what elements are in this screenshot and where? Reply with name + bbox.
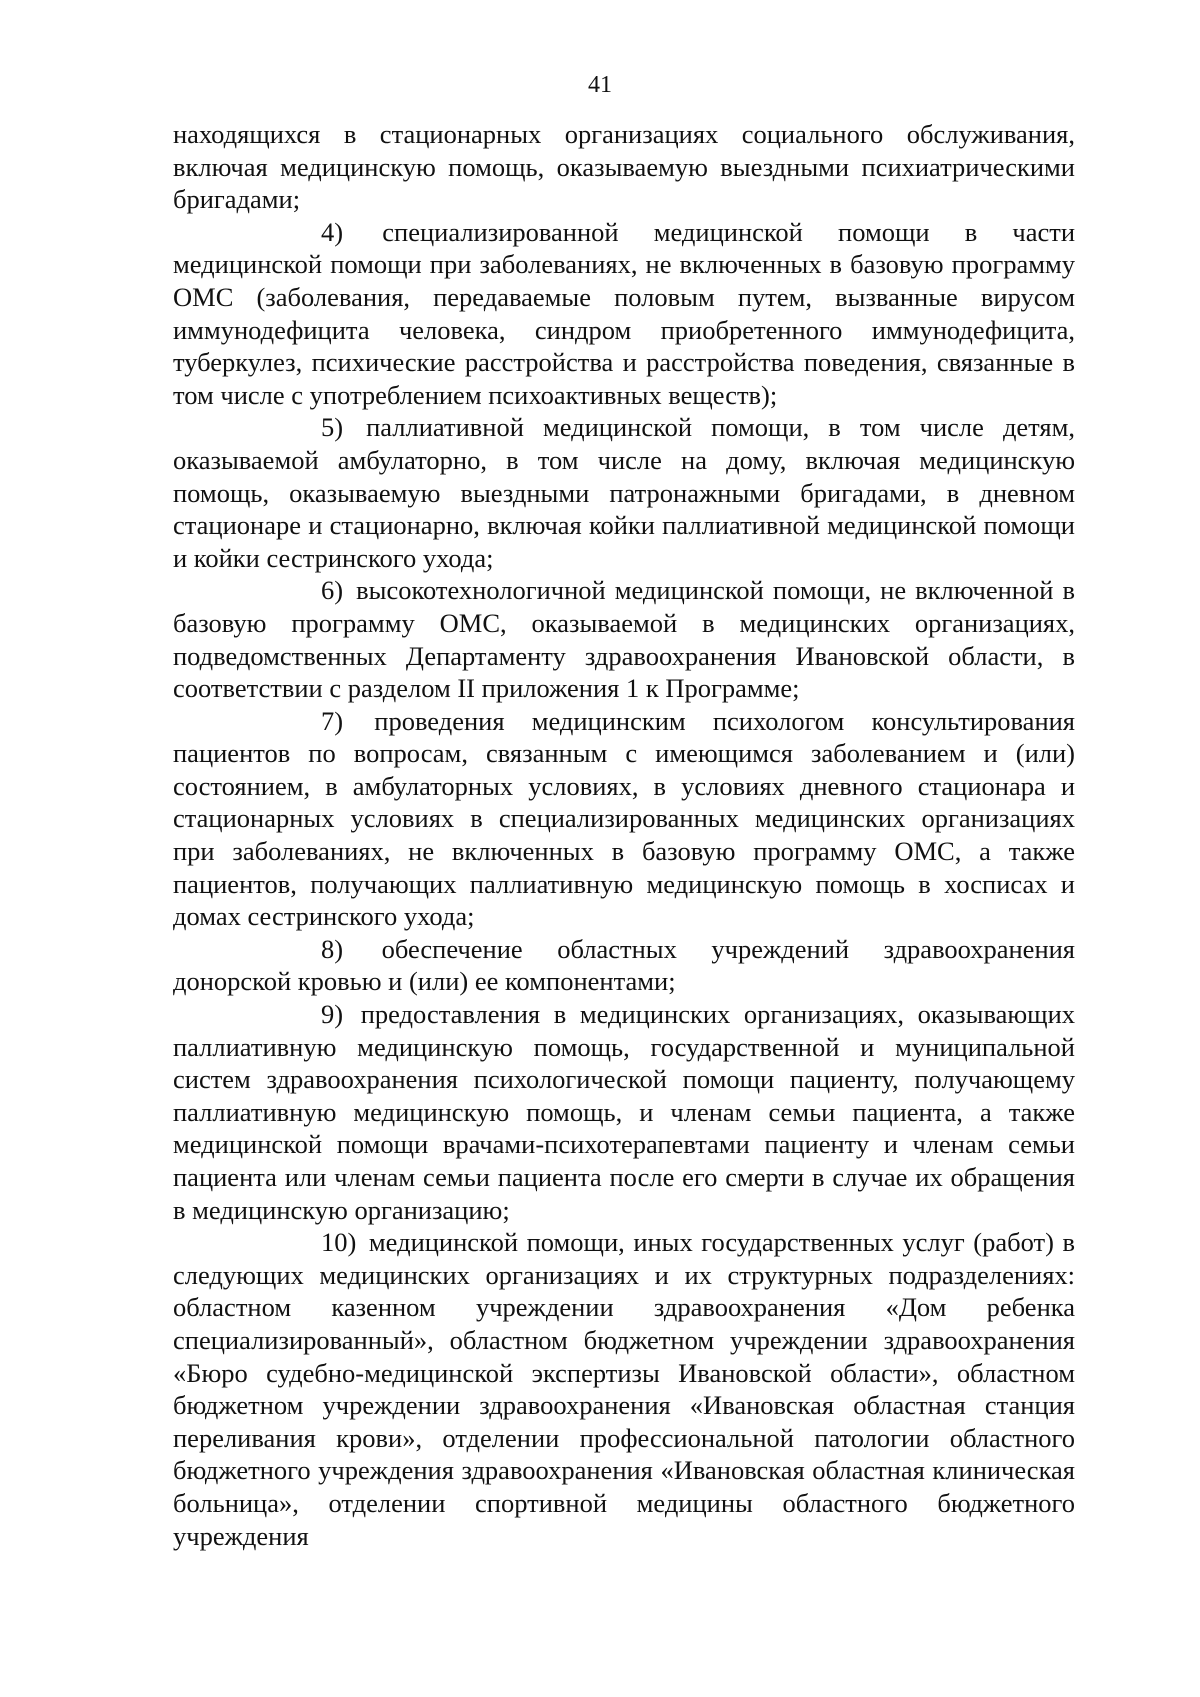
list-item-number: 10) bbox=[321, 1227, 357, 1258]
list-item-10 bbox=[173, 1226, 1075, 1552]
paragraph-continuation bbox=[173, 118, 1075, 216]
list-item-number: 9) bbox=[321, 999, 344, 1030]
list-item-7 bbox=[173, 705, 1075, 933]
paragraph-text: специализированной медицинской помощи в части медицинской помощи при заболеваниях, не включенных в базовую программу ОМС (заболевания, передаваемые половым путем, вызванные вирусом иммунодефицита человека, синдром приобретенного иммунодефицита, туберкулез, психические расстройства и расстройства поведения, связанные в том числе с употреблением психоактивных веществ); bbox=[173, 216, 1076, 410]
paragraph-text: проведения медицинским психологом консультирования пациентов по вопросам, связанным с имеющимся заболеванием и (или) состоянием, в амбулаторных условиях, в условиях дневного стационара и стационарных условиях в специализированных медицинских организациях при заболеваниях, не включенных в базовую программу ОМС, а также пациентов, получающих паллиативную медицинскую помощь в хосписах и домах сестринского ухода; bbox=[173, 705, 1075, 932]
list-item-number: 5) bbox=[321, 412, 344, 443]
list-item-6 bbox=[173, 574, 1075, 704]
list-item-number: 8) bbox=[321, 933, 344, 964]
list-item-number: 7) bbox=[321, 705, 344, 736]
list-item-number: 4) bbox=[321, 216, 344, 247]
paragraph-text: находящихся в стационарных организациях социального обслуживания, включая медицинскую помощь, оказываемую выездными психиатрическими бригадами; bbox=[173, 119, 1075, 215]
list-item-4 bbox=[173, 216, 1075, 412]
paragraph-text: обеспечение областных учреждений здравоохранения донорской кровью и (или) ее компонентами; bbox=[173, 933, 1075, 997]
paragraph-text: медицинской помощи, иных государственных услуг (работ) в следующих медицинских организациях и их структурных подразделениях: областном казенном учреждении здравоохранения «Дом ребенка специализированный», областном бюджетном учреждении здравоохранения «Бюро судебно-медицинской экспертизы Ивановской области», областном бюджетном учреждении здравоохранения «Ивановская областная станция переливания крови», отделении профессиональной патологии областного бюджетного учреждения здравоохранения «Ивановская областная клиническая больница», отделении спортивной медицины областного бюджетного учреждения bbox=[173, 1227, 1076, 1551]
list-item-5 bbox=[173, 411, 1075, 574]
page-number: 41 bbox=[588, 72, 612, 98]
document-body bbox=[173, 118, 1075, 1552]
list-item-number: 6) bbox=[321, 575, 344, 606]
list-item-9 bbox=[173, 998, 1075, 1226]
list-item-8 bbox=[173, 933, 1075, 998]
paragraph-text: предоставления в медицинских организациях, оказывающих паллиативную медицинскую помощь, государственной и муниципальной систем здравоохранения психологической помощи пациенту, получающему паллиативную медицинскую помощь, и членам семьи пациента, а также медицинской помощи врачами-психотерапевтами пациенту и членам семьи пациента или членам семьи пациента после его смерти в случае их обращения в медицинскую организацию; bbox=[173, 999, 1075, 1225]
paragraph-text: паллиативной медицинской помощи, в том числе детям, оказываемой амбулаторно, в том числе на дому, включая медицинскую помощь, оказываемую выездными патронажными бригадами, в дневном стационаре и стационарно, включая койки паллиативной медицинской помощи и койки сестринского ухода; bbox=[173, 412, 1075, 573]
paragraph-text: высокотехнологичной медицинской помощи, не включенной в базовую программу ОМС, оказываемой в медицинских организациях, подведомственных Департаменту здравоохранения Ивановской области, в соответствии с разделом II приложения 1 к Программе; bbox=[173, 575, 1075, 704]
